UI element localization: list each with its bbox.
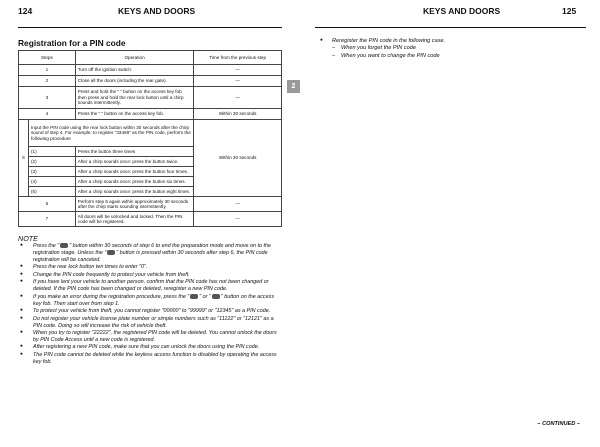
step-time: — <box>194 65 282 76</box>
col-header-operation: Operation <box>75 51 194 65</box>
substep-operation: After a chirp sounds once: press the button four times. <box>75 167 194 177</box>
right-page <box>300 0 600 447</box>
section-title: Registration for a PIN code <box>18 38 126 48</box>
key-fob-unlock-button-icon <box>212 294 220 299</box>
list-item: ● Change the PIN code frequently to protect your vehicle from theft. <box>18 272 282 279</box>
col-header-steps: Steps <box>19 51 76 65</box>
step-operation: Press and hold the " " button on the access key fob then press and hold the rear lock button until a chirp sounds intermittently. <box>75 87 194 109</box>
list-item: ● Do not register your vehicle license plate number or simple numbers such as "11122" or "12121" as a PIN code. Doing so will increase the risk of vehicle theft. <box>18 316 282 330</box>
list-item <box>320 38 580 60</box>
substep-operation: After a chirp sounds once: press the button six times. <box>75 177 194 187</box>
bullet-text: Reregister the PIN code in the following case. <box>332 38 446 44</box>
substep-number: (1) <box>28 147 75 157</box>
sub-list <box>332 45 580 60</box>
substep-operation: After a chirp sounds once: press the button eight times. <box>75 187 194 197</box>
step-number: 7 <box>19 212 76 227</box>
key-fob-lock-button-icon <box>60 243 68 248</box>
note-text: " button on the access key fob. Then start over from step 1. <box>33 293 275 307</box>
substep-operation: After a chirp sounds once: press the button twice. <box>75 157 194 167</box>
note-text: If you make an error during the registration procedure, press the " <box>33 293 190 300</box>
substep-number: (2) <box>28 157 75 167</box>
note-text: " or " <box>199 293 211 300</box>
step-time: Within 30 seconds <box>194 120 282 197</box>
step-time: — <box>194 87 282 109</box>
sub-list-item: – When you forget the PIN code <box>332 45 580 52</box>
key-fob-lock-button-icon <box>107 250 115 255</box>
note-text: " button within 30 seconds of step 6 to end the preparation mode and move on to the registration stage. Unless the " <box>33 243 271 256</box>
table-row <box>19 65 282 76</box>
list-item: ● Press the rear lock button ten times to enter "0". <box>18 264 282 271</box>
registration-steps-table <box>18 50 282 227</box>
note-title: NOTE <box>18 234 38 243</box>
note-text: " button is pressed within 30 seconds after step 6, the PIN code registration will be canceled. <box>33 249 268 263</box>
substep-operation: Press the button three times <box>75 147 194 157</box>
step-time: — <box>194 76 282 87</box>
key-fob-lock-button-icon <box>190 294 198 299</box>
step-time: — <box>194 212 282 227</box>
header-title-left: KEYS AND DOORS <box>118 6 196 16</box>
table-row <box>19 120 282 147</box>
step-operation: Perform step 5 again within approximately 30 seconds after the chirp starts sounding intermittently. <box>75 197 194 212</box>
page-number-left: 124 <box>18 6 33 16</box>
step-number: 4 <box>19 109 76 120</box>
chapter-tab: 2 <box>287 80 300 93</box>
substep-number: (5) <box>28 187 75 197</box>
page-number-right: 125 <box>562 6 577 16</box>
list-item: ● When you try to register "22222", the registered PIN code will be deleted. You cannot unlock the doors by PIN Code Access until a new code is registered. <box>18 330 282 344</box>
step-operation: Input the PIN code using the rear lock button within 30 seconds after the chirp sound of step 4. For example: to register "33469" as the PIN code, perform the following procedure <box>28 120 193 147</box>
step-operation: Press the " " button on the access key fob. <box>75 109 194 120</box>
step-operation: Close all the doors (including the rear gate). <box>75 76 194 87</box>
substep-number: (4) <box>28 177 75 187</box>
note-text: Press the " <box>33 243 60 249</box>
header-rule-right <box>315 27 586 28</box>
step-number: 1 <box>19 65 76 76</box>
step-number: 2 <box>19 76 76 87</box>
step-number: 3 <box>19 87 76 109</box>
step-number: 5 <box>19 120 29 197</box>
col-header-time: Time from the previous step <box>194 51 282 65</box>
table-row <box>19 109 282 120</box>
list-item: ● After registering a new PIN code, make sure that you can unlock the doors using the PIN code. <box>18 344 282 351</box>
step-number: 6 <box>19 197 76 212</box>
notes-list <box>18 243 282 366</box>
list-item: ● If you have lent your vehicle to another person, confirm that the PIN code has not been changed or deleted. If the PIN code has been changed or deleted, reregister a new PIN code. <box>18 279 282 293</box>
list-item <box>18 294 282 308</box>
table-row <box>19 87 282 109</box>
list-item <box>18 243 282 264</box>
step-time: Within 30 seconds <box>194 109 282 120</box>
continued-footer: – CONTINUED – <box>537 421 580 427</box>
sub-list-item: – When you want to change the PIN code <box>332 53 580 60</box>
substep-number: (3) <box>28 167 75 177</box>
list-item: ● To protect your vehicle from theft, you cannot register "00000" to "99999" or "12345" as a PIN code. <box>18 308 282 315</box>
header-rule-left <box>18 27 282 28</box>
table-row <box>19 76 282 87</box>
table-header-row <box>19 51 282 65</box>
reregister-list <box>320 38 580 60</box>
step-time: — <box>194 197 282 212</box>
step-operation: All doors will be unlocked and locked. Then the PIN code will be registered. <box>75 212 194 227</box>
table-row <box>19 212 282 227</box>
step-operation: Turn off the ignition switch. <box>75 65 194 76</box>
header-title-right: KEYS AND DOORS <box>423 6 501 16</box>
table-row <box>19 197 282 212</box>
list-item: ● The PIN code cannot be deleted while the keyless access function is disabled by operating the access key fob. <box>18 352 282 366</box>
